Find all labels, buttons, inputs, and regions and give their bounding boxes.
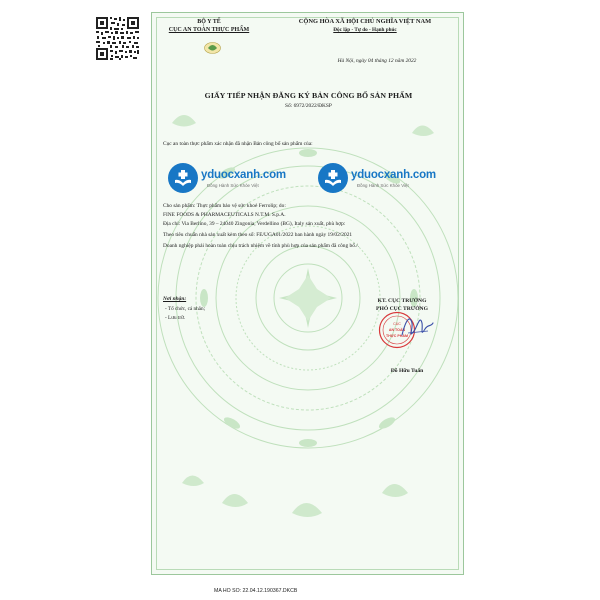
stamp-mid-text: AN TOÀN bbox=[388, 328, 406, 332]
watermark-brand: yduocxanh.com bbox=[201, 168, 286, 181]
responsibility-line: Doanh nghiệp phải hoàn toàn chịu trách nhiệm về tính phù hợp của sản phẩm đã công bố./. bbox=[163, 243, 360, 249]
company-address: Địa chỉ: Via Berlino, 39 – 24040 Zingonia, Verdellino (BG), Italy sản xuất, phù hợp: bbox=[163, 221, 346, 227]
country-name: CỘNG HÒA XÃ HỘI CHỦ NGHĨA VIỆT NAM bbox=[298, 18, 432, 25]
national-motto: Độc lập - Tự do - Hạnh phúc bbox=[333, 27, 397, 34]
watermark-slogan: Đồng Hành Sức Khỏe Việt bbox=[357, 182, 409, 188]
signer-title-line-1: KT. CỤC TRƯỞNG bbox=[377, 298, 427, 304]
handwritten-signature bbox=[398, 309, 438, 345]
medical-hands-icon bbox=[318, 163, 348, 193]
medical-hands-icon bbox=[168, 163, 198, 193]
country-heading bbox=[270, 19, 460, 34]
stamp-bottom-text: THỰC PHẨM bbox=[386, 334, 408, 338]
intro-text: Cục an toàn thực phẩm xác nhận đã nhận Bản công bố sản phẩm của: bbox=[163, 141, 313, 147]
recipients-title: Nơi nhận: bbox=[163, 296, 187, 302]
standard-line: Theo tiêu chuẩn nhà sản xuất kèm theo số: FE/UGA01/2022 ban hành ngày 19/02/2021 bbox=[163, 232, 353, 238]
department-logo-icon bbox=[204, 42, 221, 54]
watermark-brand: yduocxanh.com bbox=[351, 168, 436, 181]
product-line: Cho sản phẩm: Thực phẩm bảo vệ sức khoẻ Ferrolip; do: bbox=[163, 203, 286, 209]
company-name: FINE FOODS & PHARMACEUTICALS N.T.M. S.p.A. bbox=[163, 212, 286, 218]
dossier-code: MA HO SO: 22.04.12.190367.DKCB bbox=[214, 588, 298, 594]
watermark-badge-left bbox=[168, 159, 286, 197]
ministry-name: BỘ Y TẾ bbox=[197, 19, 221, 25]
watermark-badge-right bbox=[318, 159, 436, 197]
watermark-slogan: Đồng Hành Sức Khỏe Việt bbox=[207, 182, 259, 188]
stamp-top-text: CỤC bbox=[393, 322, 401, 326]
signer-name: Đỗ Hữu Tuấn bbox=[390, 368, 424, 374]
document-title: GIẤY TIẾP NHẬN ĐĂNG KÝ BẢN CÔNG BỐ SẢN PHẨM bbox=[204, 91, 413, 100]
ministry-heading bbox=[164, 19, 254, 33]
recipient-item: - Tổ chức, cá nhân; bbox=[165, 306, 206, 312]
recipient-item: - Lưu trữ. bbox=[165, 315, 186, 321]
qr-code bbox=[95, 16, 140, 61]
document-number: Số: 6972/2022/ĐKSP bbox=[285, 103, 332, 109]
certificate bbox=[151, 12, 464, 575]
department-name: CỤC AN TOÀN THỰC PHẨM bbox=[168, 27, 250, 33]
signer-title-line-2: PHÓ CỤC TRƯỞNG bbox=[376, 305, 428, 312]
issue-date: Hà Nội, ngày 04 tháng 12 năm 2022 bbox=[337, 58, 417, 64]
